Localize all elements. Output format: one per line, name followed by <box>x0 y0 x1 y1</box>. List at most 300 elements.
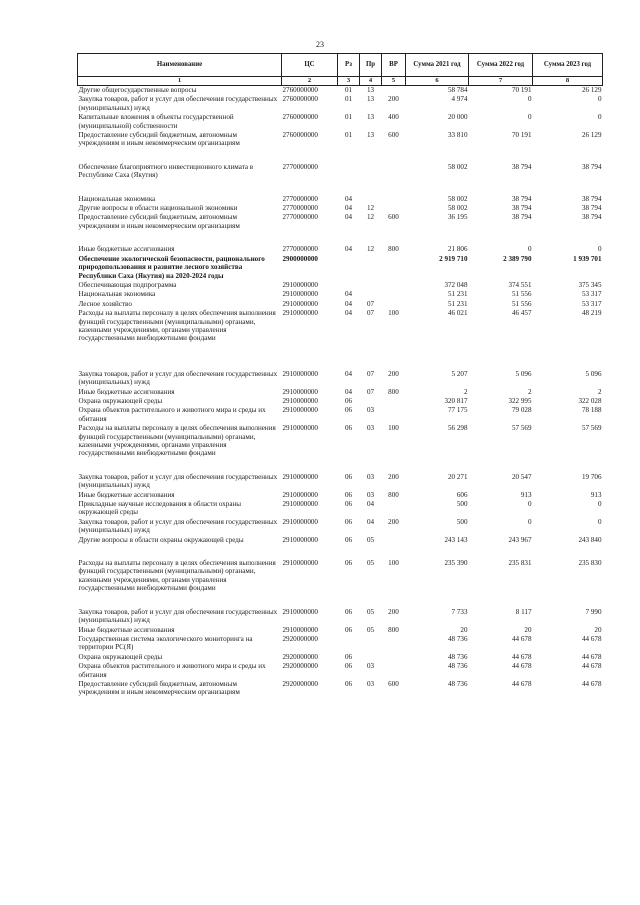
row-rz: 06 <box>344 679 353 688</box>
row-sum-2022: 2 389 790 <box>503 254 532 263</box>
row-sum-2021: 2 919 710 <box>439 254 468 263</box>
row-vr: 800 <box>388 490 399 499</box>
row-rz: 01 <box>344 113 353 122</box>
row-rz: 06 <box>344 500 353 509</box>
row-sum-2022: 5 096 <box>515 369 532 378</box>
row-sum-2022: 20 <box>524 625 532 634</box>
row-name: Капитальные вложения в объекты государственной (муниципальной) собственности <box>78 113 234 130</box>
row-cs: 2760000000 <box>282 95 318 104</box>
table-row <box>78 491 603 500</box>
row-sum-2023: 243 840 <box>578 535 602 544</box>
row-sum-2022: 38 794 <box>511 194 532 203</box>
table-row <box>78 290 603 299</box>
row-sum-2021: 48 736 <box>447 634 468 643</box>
row-cs: 2900000000 <box>282 254 318 263</box>
row-pr: 07 <box>366 309 375 318</box>
table-header <box>78 54 603 86</box>
table-row <box>78 473 603 491</box>
column-number: 2 <box>282 77 338 86</box>
row-cs: 2910000000 <box>282 500 318 509</box>
row-pr: 13 <box>366 131 375 140</box>
row-rz: 06 <box>344 472 353 481</box>
row-name: Предоставление субсидий бюджетным, автономным учреждениям и иным некоммерческим организациям <box>78 131 240 148</box>
row-vr <box>382 300 406 309</box>
row-name: Расходы на выплаты персоналу в целях обеспечения выполнения функций государственными (муниципальными) органами, казенными учреждениями, органами управления государственными внебюджетными фондами <box>78 309 276 343</box>
row-pr: 03 <box>366 662 375 671</box>
row-sum-2022: 38 794 <box>511 213 532 222</box>
table-row <box>78 86 603 96</box>
row-sum-2021: 2 <box>463 387 468 396</box>
row-rz: 06 <box>344 652 353 661</box>
row-vr: 800 <box>388 387 399 396</box>
row-vr: 600 <box>388 131 399 140</box>
row-cs: 2760000000 <box>282 113 318 122</box>
row-cs: 2770000000 <box>282 194 318 203</box>
row-sum-2022: 0 <box>527 245 532 254</box>
page-number: 23 <box>316 40 324 49</box>
header-row <box>78 54 603 77</box>
row-sum-2022: 0 <box>527 517 532 526</box>
row-sum-2021: 20 <box>460 625 468 634</box>
row-pr: 05 <box>366 559 375 568</box>
row-sum-2023: 53 317 <box>581 299 602 308</box>
row-vr <box>382 536 406 559</box>
row-pr: 03 <box>366 406 375 415</box>
row-rz: 06 <box>344 607 353 616</box>
table-row <box>78 500 603 518</box>
row-vr <box>382 406 406 424</box>
row-vr: 600 <box>388 679 399 688</box>
row-sum-2021: 4 974 <box>451 95 468 104</box>
row-name: Закупка товаров, работ и услуг для обеспечения государственных (муниципальных) нужд <box>78 472 278 490</box>
row-pr: 04 <box>366 517 375 526</box>
row-cs: 2910000000 <box>282 406 318 415</box>
row-vr <box>382 86 406 96</box>
row-name: Расходы на выплаты персоналу в целях обеспечения выполнения функций государственными (муниципальными) органами, казенными учреждениями, органами управления государственными внебюджетными фондами <box>78 424 276 458</box>
row-vr <box>382 255 406 281</box>
row-sum-2023: 0 <box>597 245 602 254</box>
row-sum-2023: 48 219 <box>581 309 602 318</box>
row-sum-2021: 500 <box>456 500 468 509</box>
column-number-row <box>78 77 603 86</box>
row-vr <box>382 653 406 662</box>
table-row <box>78 388 603 397</box>
row-pr <box>360 163 382 195</box>
header-cs: ЦС <box>282 54 338 77</box>
row-pr: 07 <box>366 387 375 396</box>
row-sum-2023: 913 <box>590 490 602 499</box>
row-sum-2021: 21 806 <box>447 245 468 254</box>
row-pr: 03 <box>366 472 375 481</box>
row-pr <box>360 281 382 290</box>
row-sum-2022: 322 995 <box>508 396 532 405</box>
row-vr: 800 <box>388 625 399 634</box>
row-name: Закупка товаров, работ и услуг для обеспечения государственных (муниципальных) нужд <box>78 607 278 625</box>
table-row <box>78 281 603 290</box>
row-sum-2021: 46 021 <box>447 309 468 318</box>
row-sum-2022: 243 967 <box>508 535 532 544</box>
row-sum-2023: 7 990 <box>585 607 602 616</box>
row-vr: 200 <box>388 95 399 104</box>
row-pr: 07 <box>366 299 375 308</box>
row-sum-2021: 606 <box>456 490 468 499</box>
table-row <box>78 518 603 536</box>
row-cs: 2910000000 <box>282 559 318 568</box>
row-vr: 800 <box>388 245 399 254</box>
header-sum-2022: Сумма 2022 год <box>469 54 533 77</box>
row-name: Предоставление субсидий бюджетным, автономным учреждениям и иным некоммерческим организациям <box>78 213 240 230</box>
row-cs: 2770000000 <box>282 204 318 213</box>
row-name: Национальная экономика <box>78 290 156 299</box>
row-sum-2022: 44 678 <box>511 662 532 671</box>
table-row <box>78 653 603 662</box>
header-sum-2021: Сумма 2021 год <box>406 54 469 77</box>
column-number: 6 <box>406 77 469 86</box>
row-cs: 2910000000 <box>282 607 318 616</box>
row-sum-2022: 70 191 <box>511 86 532 94</box>
row-rz: 04 <box>344 387 353 396</box>
row-sum-2023: 26 129 <box>581 131 602 140</box>
column-number: 5 <box>382 77 406 86</box>
row-vr: 100 <box>388 424 399 433</box>
row-sum-2022: 0 <box>527 113 532 122</box>
row-name: Предоставление субсидий бюджетным, автономным учреждениям и иным некоммерческим организациям <box>78 679 240 697</box>
header-rz: Рз <box>338 54 360 77</box>
row-name: Другие вопросы в области охраны окружающей среды <box>78 535 244 544</box>
row-sum-2022: 44 678 <box>511 634 532 643</box>
row-name: Другие вопросы в области национальной экономики <box>78 204 238 213</box>
row-sum-2021: 58 002 <box>447 162 468 171</box>
row-sum-2023: 44 678 <box>581 679 602 688</box>
row-rz: 06 <box>344 396 353 405</box>
row-vr <box>382 163 406 195</box>
row-rz: 01 <box>344 131 353 140</box>
row-vr <box>382 397 406 406</box>
row-sum-2023: 0 <box>597 517 602 526</box>
row-cs: 2760000000 <box>282 86 318 94</box>
row-rz: 06 <box>344 662 353 671</box>
row-pr <box>360 635 382 653</box>
row-sum-2023: 20 <box>594 625 602 634</box>
row-cs: 2910000000 <box>282 290 318 299</box>
row-sum-2021: 500 <box>456 517 468 526</box>
row-cs: 2920000000 <box>282 652 318 661</box>
row-rz: 04 <box>344 213 353 222</box>
table-row <box>78 113 603 131</box>
table-row <box>78 255 603 281</box>
column-number: 3 <box>338 77 360 86</box>
row-sum-2021: 243 143 <box>444 535 468 544</box>
header-name: Наименование <box>78 54 282 77</box>
row-name: Обеспечение благоприятного инвестиционного климата в Республике Саха (Якутия) <box>78 162 254 180</box>
row-rz: 06 <box>344 406 353 415</box>
row-rz: 04 <box>344 245 353 254</box>
row-sum-2022: 374 551 <box>508 280 532 289</box>
table-row <box>78 309 603 370</box>
row-name: Охрана окружающей среды <box>78 652 163 661</box>
row-vr <box>382 204 406 213</box>
row-rz: 04 <box>344 204 353 213</box>
row-rz: 01 <box>344 86 353 94</box>
row-vr: 200 <box>388 607 399 616</box>
row-cs: 2910000000 <box>282 387 318 396</box>
row-vr <box>382 290 406 299</box>
row-name: Государственная система экологического мониторинга на территории РС(Я) <box>78 634 253 652</box>
row-sum-2021: 372 048 <box>444 280 468 289</box>
row-sum-2022: 38 794 <box>511 162 532 171</box>
table-row <box>78 662 603 680</box>
table-row <box>78 204 603 213</box>
row-cs: 2770000000 <box>282 213 318 222</box>
row-sum-2021: 36 195 <box>447 213 468 222</box>
row-name: Охрана окружающей среды <box>78 396 163 405</box>
row-name: Прикладные научные исследования в области охраны окружающей среды <box>78 500 242 517</box>
row-sum-2022: 0 <box>527 500 532 509</box>
row-cs: 2920000000 <box>282 679 318 688</box>
row-sum-2021: 58 002 <box>447 204 468 213</box>
row-sum-2023: 44 678 <box>581 634 602 643</box>
row-rz: 06 <box>344 424 353 433</box>
row-sum-2021: 235 390 <box>444 559 468 568</box>
table-row <box>78 424 603 473</box>
table-row <box>78 608 603 626</box>
row-sum-2021: 20 000 <box>447 113 468 122</box>
row-vr <box>382 281 406 290</box>
row-sum-2023: 375 345 <box>578 280 602 289</box>
row-pr: 05 <box>366 607 375 616</box>
row-name: Национальная экономика <box>78 194 156 203</box>
row-cs: 2910000000 <box>282 280 318 289</box>
row-pr <box>360 290 382 299</box>
row-sum-2023: 38 794 <box>581 213 602 222</box>
row-sum-2022: 51 556 <box>511 299 532 308</box>
row-vr <box>382 635 406 653</box>
row-sum-2021: 58 784 <box>447 86 468 94</box>
row-pr: 12 <box>366 213 375 222</box>
row-sum-2022: 44 678 <box>511 679 532 688</box>
row-cs: 2910000000 <box>282 625 318 634</box>
row-sum-2023: 235 830 <box>578 559 602 568</box>
row-rz: 06 <box>344 517 353 526</box>
row-rz: 04 <box>344 299 353 308</box>
row-sum-2023: 38 794 <box>581 204 602 213</box>
row-sum-2023: 53 317 <box>581 290 602 299</box>
row-cs: 2910000000 <box>282 472 318 481</box>
row-rz: 04 <box>344 194 353 203</box>
table-row <box>78 131 603 163</box>
table-row <box>78 626 603 635</box>
row-name: Обеспечение экологической безопасности, рационального природопользования и развитие лесного хозяйства Республики Саха (Якутия) на 2020-2024 годы <box>78 254 265 280</box>
row-name: Закупка товаров, работ и услуг для обеспечения государственных (муниципальных) нужд <box>78 369 278 387</box>
row-rz <box>338 255 360 281</box>
row-sum-2023: 38 794 <box>581 162 602 171</box>
table-row <box>78 635 603 653</box>
row-sum-2023: 44 678 <box>581 662 602 671</box>
row-name: Иные бюджетные ассигнования <box>78 625 175 634</box>
row-rz: 06 <box>344 559 353 568</box>
table-row <box>78 163 603 195</box>
row-name: Обеспечивающая подпрограмма <box>78 280 177 289</box>
row-sum-2022: 913 <box>520 490 532 499</box>
table-row <box>78 680 603 698</box>
row-sum-2021: 58 002 <box>447 194 468 203</box>
row-sum-2021: 56 298 <box>447 424 468 433</box>
row-sum-2022: 79 028 <box>511 406 532 415</box>
row-name: Закупка товаров, работ и услуг для обеспечения государственных (муниципальных) нужд <box>78 517 278 535</box>
row-vr: 100 <box>388 309 399 318</box>
row-rz <box>338 635 360 653</box>
table-row <box>78 559 603 608</box>
row-sum-2023: 322 028 <box>578 396 602 405</box>
row-pr <box>360 653 382 662</box>
row-cs: 2910000000 <box>282 517 318 526</box>
row-sum-2021: 7 733 <box>451 607 468 616</box>
column-number: 1 <box>78 77 282 86</box>
row-vr <box>382 195 406 204</box>
row-rz: 06 <box>344 535 353 544</box>
row-sum-2021: 48 736 <box>447 652 468 661</box>
row-sum-2023: 0 <box>597 95 602 104</box>
row-pr <box>360 255 382 281</box>
row-sum-2022: 0 <box>527 95 532 104</box>
row-name: Иные бюджетные ассигнования <box>78 490 175 499</box>
row-pr: 12 <box>366 204 375 213</box>
row-sum-2023: 2 <box>597 387 602 396</box>
table-row <box>78 95 603 113</box>
table-row <box>78 536 603 559</box>
row-rz <box>338 281 360 290</box>
row-pr: 13 <box>366 95 375 104</box>
row-name: Иные бюджетные ассигнования <box>78 245 175 254</box>
row-cs: 2910000000 <box>282 490 318 499</box>
row-cs: 2770000000 <box>282 162 318 171</box>
row-sum-2021: 51 231 <box>447 299 468 308</box>
row-sum-2021: 48 736 <box>447 679 468 688</box>
row-cs: 2770000000 <box>282 245 318 254</box>
row-cs: 2910000000 <box>282 424 318 433</box>
table-body <box>78 86 603 698</box>
row-cs: 2910000000 <box>282 535 318 544</box>
row-name: Иные бюджетные ассигнования <box>78 387 175 396</box>
row-sum-2022: 51 556 <box>511 290 532 299</box>
row-sum-2021: 77 175 <box>447 406 468 415</box>
table-row <box>78 213 603 245</box>
row-rz: 06 <box>344 490 353 499</box>
row-sum-2021: 20 271 <box>447 472 468 481</box>
row-sum-2022: 235 831 <box>508 559 532 568</box>
row-cs: 2910000000 <box>282 309 318 318</box>
row-name: Охрана объектов растительного и животного мира и среды их обитания <box>78 406 266 423</box>
row-sum-2023: 78 188 <box>581 406 602 415</box>
row-rz: 06 <box>344 625 353 634</box>
row-sum-2023: 1 939 701 <box>573 254 602 263</box>
row-name: Расходы на выплаты персоналу в целях обеспечения выполнения функций государственными (муниципальными) органами, казенными учреждениями, органами управления государственными внебюджетными фондами <box>78 559 276 593</box>
table-row <box>78 397 603 406</box>
column-number: 4 <box>360 77 382 86</box>
row-sum-2023: 0 <box>597 113 602 122</box>
row-vr: 200 <box>388 517 399 526</box>
column-number: 7 <box>469 77 533 86</box>
row-rz: 04 <box>344 369 353 378</box>
row-sum-2022: 38 794 <box>511 204 532 213</box>
row-name: Охрана объектов растительного и животного мира и среды их обитания <box>78 662 266 679</box>
row-sum-2022: 57 569 <box>511 424 532 433</box>
row-sum-2021: 320 817 <box>444 396 468 405</box>
row-sum-2023: 26 129 <box>581 86 602 94</box>
header-sum-2023: Сумма 2023 год <box>533 54 603 77</box>
row-sum-2021: 33 810 <box>447 131 468 140</box>
row-cs: 2910000000 <box>282 299 318 308</box>
row-sum-2023: 57 569 <box>581 424 602 433</box>
row-vr <box>382 662 406 680</box>
row-name: Закупка товаров, работ и услуг для обеспечения государственных (муниципальных) нужд <box>78 95 278 112</box>
row-sum-2023: 5 096 <box>585 369 602 378</box>
row-pr: 03 <box>366 424 375 433</box>
row-sum-2022: 46 457 <box>511 309 532 318</box>
row-sum-2023: 19 706 <box>581 472 602 481</box>
row-sum-2022: 8 117 <box>515 607 532 616</box>
row-pr: 05 <box>366 535 375 544</box>
row-vr <box>382 500 406 518</box>
row-sum-2022: 70 191 <box>511 131 532 140</box>
row-cs: 2920000000 <box>282 634 318 643</box>
row-cs: 2910000000 <box>282 369 318 378</box>
row-rz: 01 <box>344 95 353 104</box>
row-sum-2023: 0 <box>597 500 602 509</box>
row-pr: 05 <box>366 625 375 634</box>
row-vr: 100 <box>388 559 399 568</box>
row-pr: 12 <box>366 245 375 254</box>
row-pr: 07 <box>366 369 375 378</box>
budget-table <box>77 53 603 698</box>
row-vr: 200 <box>388 472 399 481</box>
table-row <box>78 406 603 424</box>
row-sum-2023: 38 794 <box>581 194 602 203</box>
row-pr: 03 <box>366 490 375 499</box>
row-pr <box>360 195 382 204</box>
row-rz: 04 <box>344 290 353 299</box>
row-sum-2022: 2 <box>527 387 532 396</box>
row-vr: 600 <box>388 213 399 222</box>
row-name: Лесное хозяйство <box>78 299 132 308</box>
row-cs: 2920000000 <box>282 662 318 671</box>
row-pr: 03 <box>366 679 375 688</box>
header-pr: Пр <box>360 54 382 77</box>
row-pr: 13 <box>366 86 375 94</box>
row-rz: 04 <box>344 309 353 318</box>
row-sum-2021: 48 736 <box>447 662 468 671</box>
row-pr <box>360 397 382 406</box>
row-pr: 13 <box>366 113 375 122</box>
column-number: 8 <box>533 77 603 86</box>
table-row <box>78 195 603 204</box>
row-vr: 200 <box>388 369 399 378</box>
row-sum-2023: 44 678 <box>581 652 602 661</box>
row-cs: 2760000000 <box>282 131 318 140</box>
table-row <box>78 245 603 254</box>
row-sum-2021: 5 207 <box>451 369 468 378</box>
row-pr: 04 <box>366 500 375 509</box>
row-vr: 400 <box>388 113 399 122</box>
row-cs: 2910000000 <box>282 396 318 405</box>
row-rz <box>338 163 360 195</box>
row-sum-2022: 20 547 <box>511 472 532 481</box>
header-vr: ВР <box>382 54 406 77</box>
row-sum-2021: 51 231 <box>447 290 468 299</box>
table-row <box>78 370 603 388</box>
row-sum-2022: 44 678 <box>511 652 532 661</box>
table-row <box>78 300 603 309</box>
